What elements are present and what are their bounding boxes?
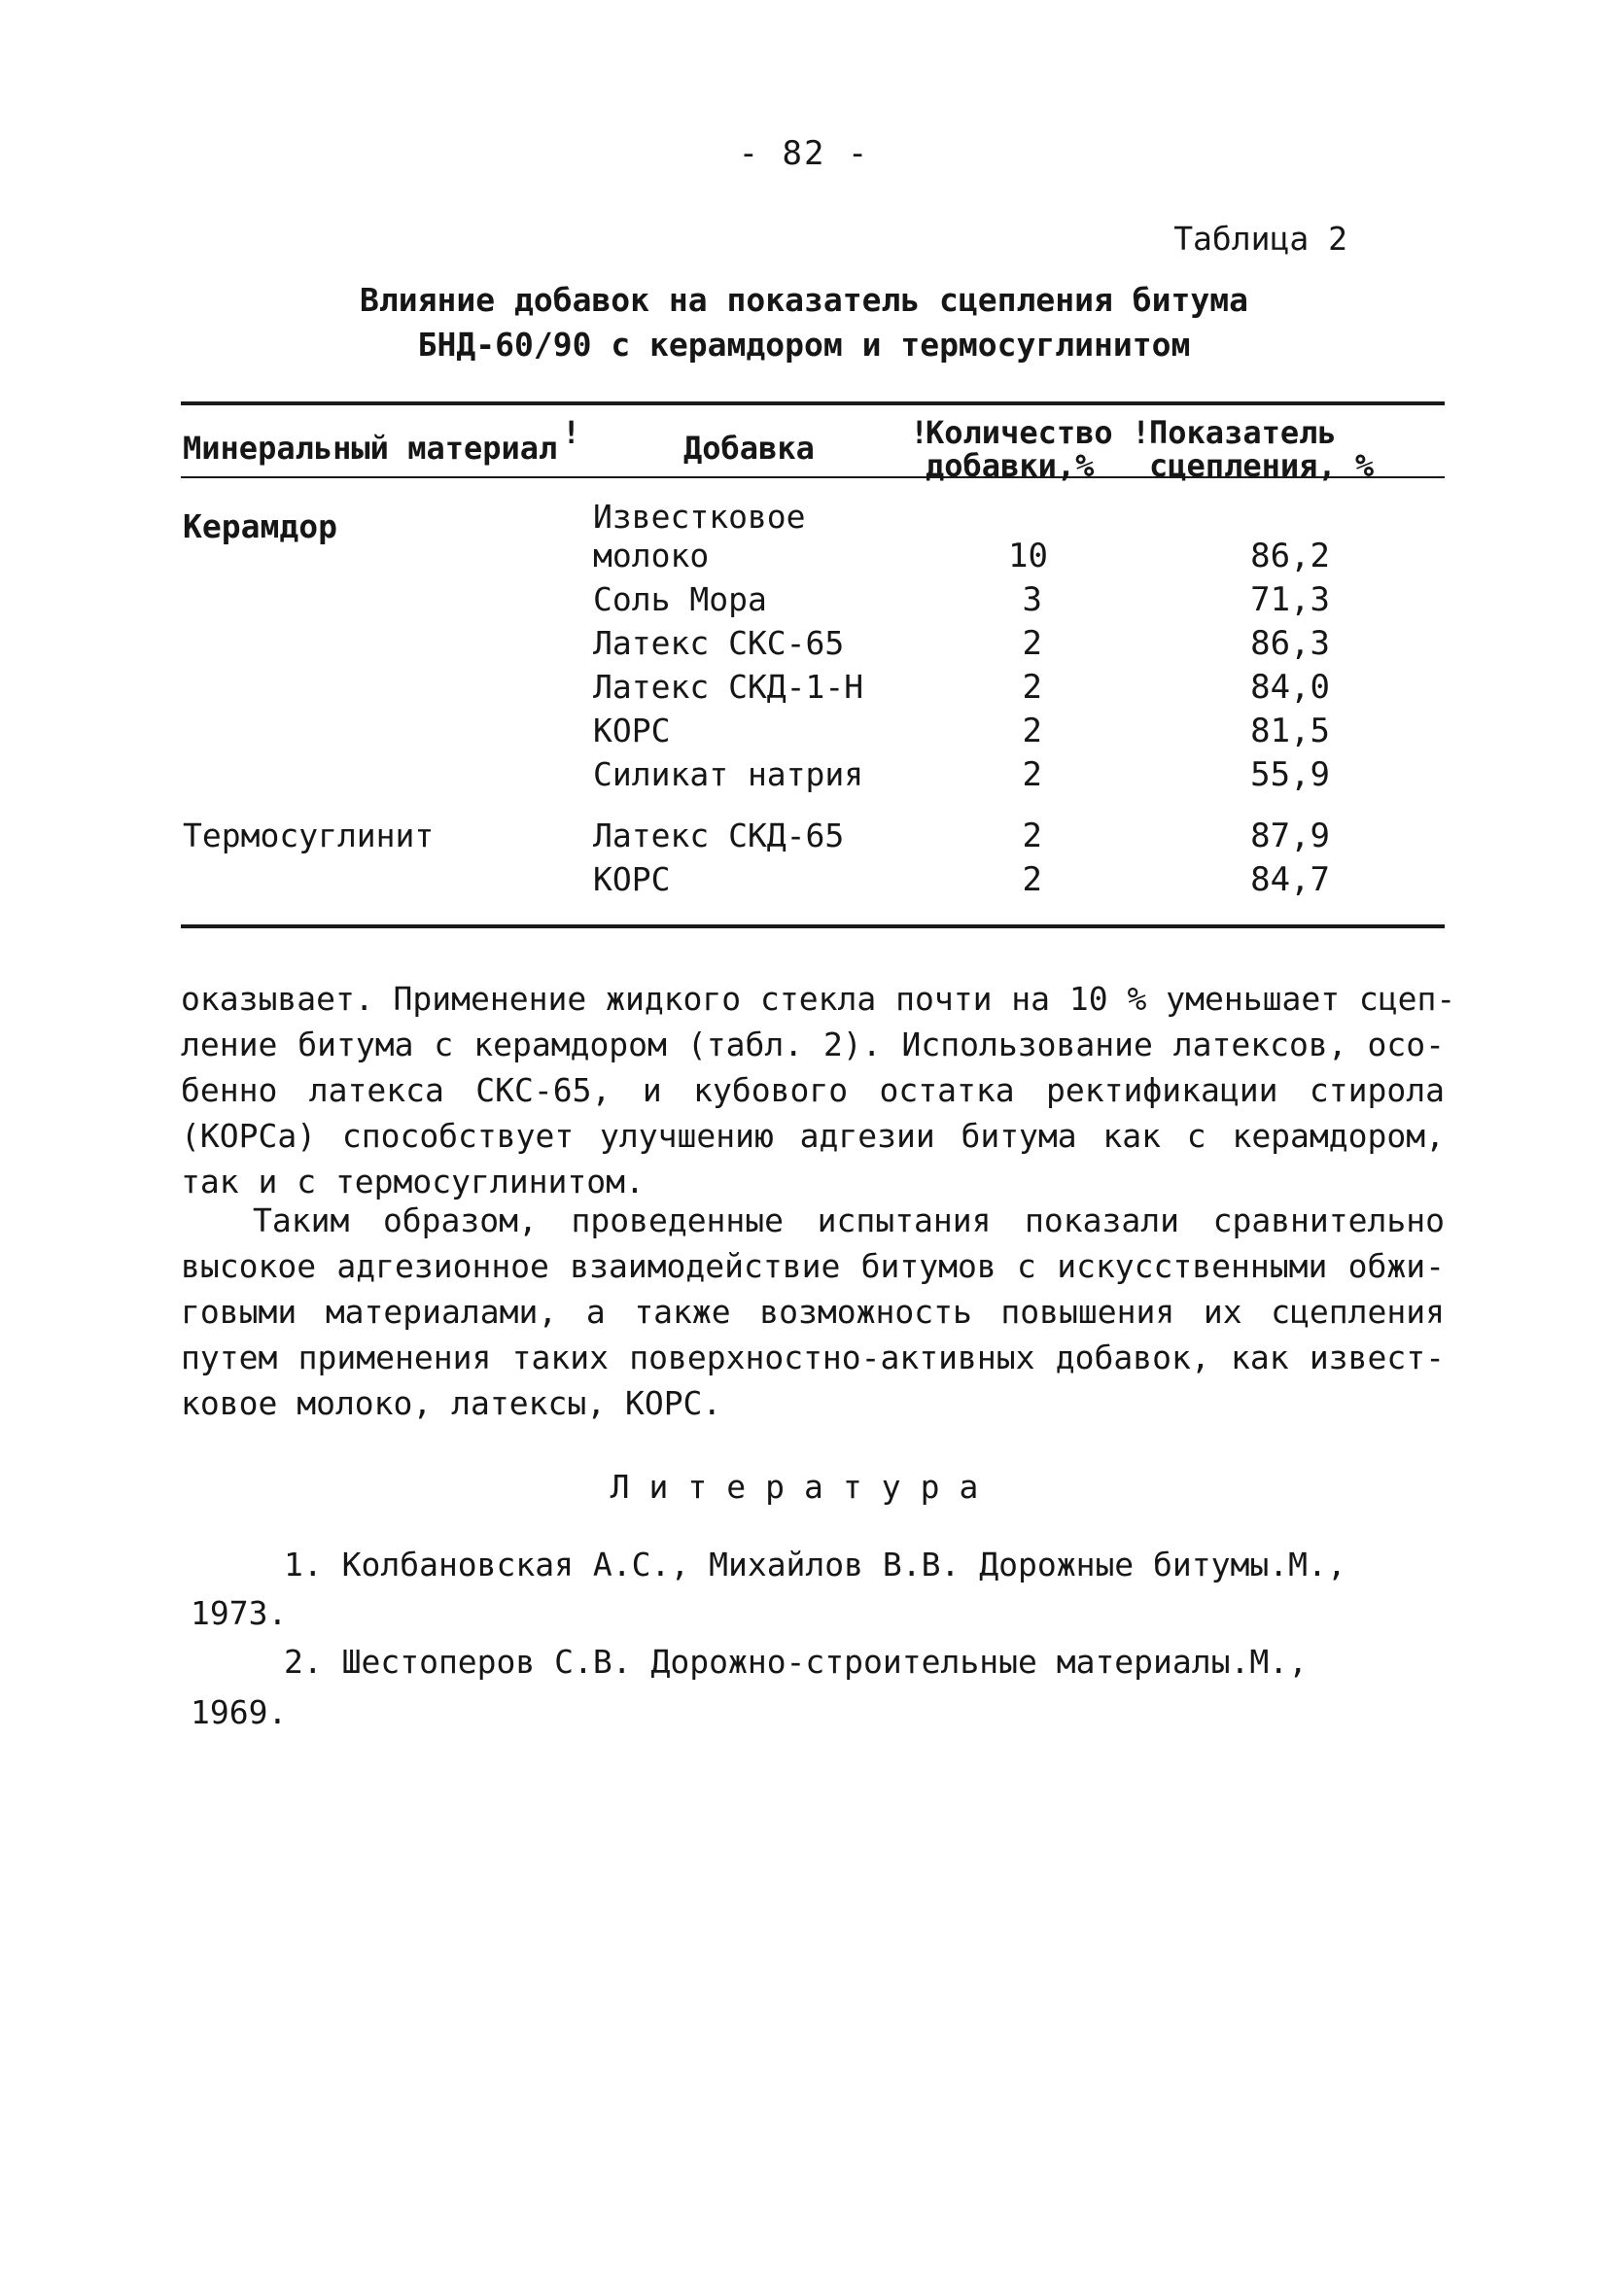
header-amount-line-2: добавки,%: [926, 447, 1095, 484]
text-line: бенно латекса СКС-65, и кубового остатка ректификации стирола: [181, 1071, 1445, 1109]
text-line: высокое адгезионное взаимодействие битумов с искусственными обжи-: [181, 1247, 1445, 1285]
amount-cell: 2: [1022, 712, 1042, 750]
additive-cell: КОРС: [593, 860, 671, 898]
reference-1-line-2: 1973.: [191, 1594, 288, 1632]
additive-cell: Соль Мора: [593, 580, 767, 618]
header-separator: !: [562, 414, 581, 451]
header-index-line-2: сцепления, %: [1149, 447, 1375, 484]
amount-cell: 2: [1022, 817, 1042, 855]
table-caption: [0, 278, 1608, 367]
text-line: говыми материалами, а также возможность повышения их сцепления: [181, 1293, 1445, 1331]
index-cell: 55,9: [1250, 755, 1330, 794]
amount-cell: 2: [1022, 624, 1042, 663]
header-index-line-1: Показатель: [1149, 414, 1337, 451]
amount-cell: 2: [1022, 668, 1042, 707]
additive-cell: Известковое: [593, 498, 806, 536]
header-mineral-material: Минеральный материал: [183, 430, 558, 467]
table-caption-line-2: БНД-60/90 с керамдором и термосуглинитом: [417, 326, 1191, 364]
header-separator: !: [1132, 414, 1151, 451]
reference-2-line-1: 2. Шестоперов С.В. Дорожно-строительные материалы.М.,: [284, 1643, 1308, 1681]
additive-cell: Латекс СКД-65: [593, 817, 845, 854]
text-line: так и с термосуглинитом.: [181, 1163, 645, 1200]
amount-cell: 2: [1022, 860, 1042, 899]
literature-heading: Литература: [610, 1468, 998, 1506]
additive-cell: Латекс СКД-1-Н: [593, 668, 864, 706]
text-line: оказывает. Применение жидкого стекла почти на 10 % уменьшает сцеп-: [181, 980, 1456, 1018]
text-line: путем применения таких поверхностно-активных добавок, как извест-: [181, 1339, 1445, 1376]
text-line: ковое молоко, латексы, КОРС.: [181, 1384, 722, 1422]
material-cell: Термосуглинит: [183, 817, 435, 854]
additive-cell: молоко: [593, 537, 710, 574]
table-bottom-rule: [181, 924, 1445, 928]
table-caption-line-1: Влияние добавок на показатель сцепления битума: [360, 281, 1248, 319]
reference-1-line-1: 1. Колбановская А.С., Михайлов В.В. Дорожные битумы.М.,: [284, 1546, 1346, 1583]
amount-cell: 10: [1008, 537, 1048, 575]
header-index: [1149, 416, 1374, 482]
text-line: (КОРСа) способствует улучшению адгезии битума как с керамдором,: [181, 1117, 1445, 1155]
table-top-rule: [181, 401, 1445, 405]
material-cell: Керамдор: [183, 507, 337, 545]
text-line: ление битума с керамдором (табл. 2). Использование латексов, осо-: [181, 1026, 1445, 1063]
amount-cell: 3: [1022, 580, 1042, 619]
additive-cell: Силикат натрия: [593, 755, 864, 793]
header-amount-line-1: Количество: [926, 414, 1113, 451]
index-cell: 84,0: [1250, 668, 1330, 707]
index-cell: 86,3: [1250, 624, 1330, 663]
text-line: Таким образом, проведенные испытания показали сравнительно: [253, 1201, 1445, 1239]
additive-cell: Латекс СКС-65: [593, 624, 845, 662]
index-cell: 86,2: [1250, 537, 1330, 575]
index-cell: 84,7: [1250, 860, 1330, 899]
header-separator: !: [910, 414, 929, 451]
index-cell: 71,3: [1250, 580, 1330, 619]
page-number: - 82 -: [738, 134, 870, 173]
index-cell: 87,9: [1250, 817, 1330, 855]
index-cell: 81,5: [1250, 712, 1330, 750]
additive-cell: КОРС: [593, 712, 671, 749]
paragraph-2: [181, 1198, 1445, 1426]
table-label: Таблица 2: [1173, 220, 1347, 258]
header-amount: [926, 416, 1113, 482]
reference-2-line-2: 1969.: [191, 1693, 288, 1731]
amount-cell: 2: [1022, 755, 1042, 794]
header-additive: Добавка: [683, 430, 815, 467]
paragraph-1: [181, 976, 1456, 1204]
